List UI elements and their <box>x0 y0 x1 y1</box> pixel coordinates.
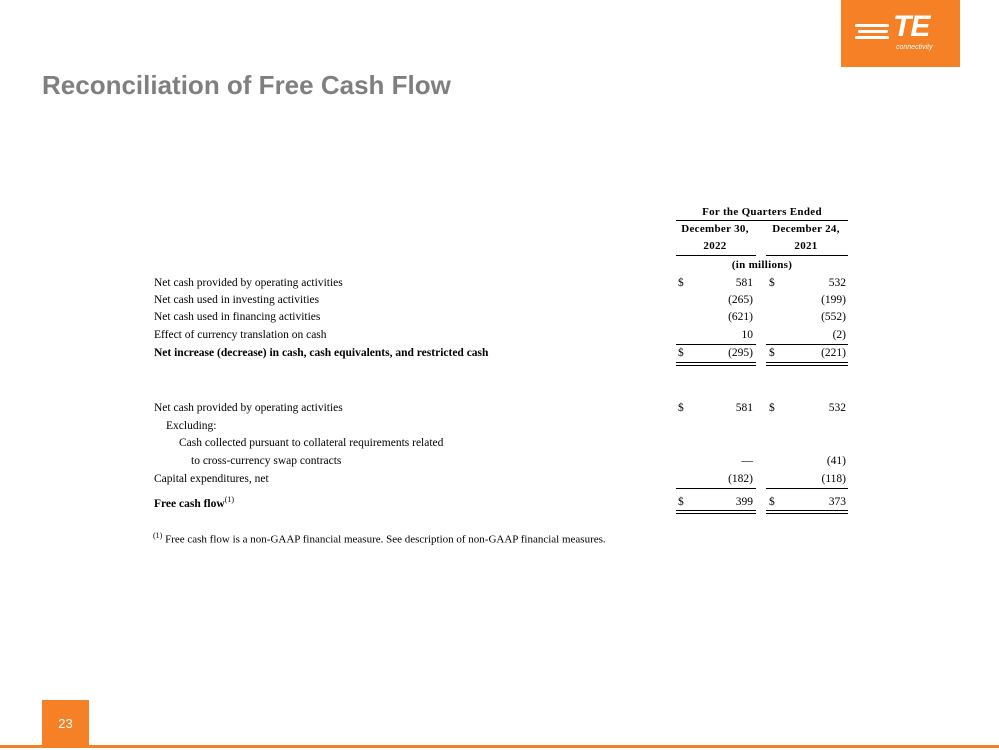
units-label: (in millions) <box>731 259 793 271</box>
currency-symbol: $ <box>769 277 775 289</box>
table-row: Effect of currency translation on cash <box>154 329 327 341</box>
col1-header-line1: December 30, <box>681 223 749 235</box>
value-2021: 532 <box>828 402 846 414</box>
footnote-ref: (1) <box>224 495 235 504</box>
value-2021: (2) <box>832 329 846 341</box>
value-2021: (221) <box>821 347 846 359</box>
col2-header-line2: 2021 <box>794 240 818 252</box>
period-header: For the Quarters Ended <box>702 206 822 218</box>
currency-symbol: $ <box>769 347 775 359</box>
value-2022: (182) <box>728 473 753 485</box>
value-2022: 581 <box>735 402 753 414</box>
currency-symbol: $ <box>678 347 684 359</box>
value-2022: (621) <box>728 311 753 323</box>
value-2021: 373 <box>828 496 846 508</box>
table-row: Capital expenditures, net <box>154 473 269 485</box>
table-row: Net cash provided by operating activities <box>154 277 343 289</box>
value-2022: 581 <box>735 277 753 289</box>
value-2021: (552) <box>821 311 846 323</box>
table-row: Net cash provided by operating activities <box>154 402 343 414</box>
value-2022: (295) <box>728 347 753 359</box>
currency-symbol: $ <box>678 402 684 414</box>
currency-symbol: $ <box>678 277 684 289</box>
col2-header-line1: December 24, <box>772 223 840 235</box>
table-row: Net cash used in investing activities <box>154 294 320 306</box>
value-2022: 10 <box>741 329 753 341</box>
page-number: 23 <box>42 700 89 747</box>
table-row-total: Net increase (decrease) in cash, cash equivalents, and restricted cash <box>154 347 489 359</box>
footnote <box>153 531 606 546</box>
value-2021: 532 <box>828 277 846 289</box>
logo-text: TE <box>893 10 930 43</box>
table-row-free-cash-flow: Free cash flow$^{(1)}$ <box>154 495 235 510</box>
value-2022: 399 <box>735 496 753 508</box>
value-2021: (199) <box>821 294 846 306</box>
table-row: Excluding: <box>166 420 217 432</box>
value-2021: (118) <box>821 473 846 485</box>
currency-symbol: $ <box>769 402 775 414</box>
currency-symbol: $ <box>678 496 684 508</box>
footnote-text: Free cash flow is a non-GAAP financial measure. See description of non-GAAP financial measures. <box>162 533 606 546</box>
footnote-mark: (1) <box>153 531 163 540</box>
table-row: Net cash used in financing activities <box>154 311 321 323</box>
bottom-accent-bar <box>0 745 999 748</box>
logo-subtext: connectivity <box>896 44 933 51</box>
col1-header-line2: 2022 <box>703 240 727 252</box>
table-row: to cross-currency swap contracts <box>191 455 342 467</box>
currency-symbol: $ <box>769 496 775 508</box>
page-title: Reconciliation of Free Cash Flow <box>42 70 451 100</box>
value-2022: — <box>741 455 753 467</box>
table-row: Cash collected pursuant to collateral requirements related <box>179 437 444 449</box>
value-2022: (265) <box>728 294 753 306</box>
value-2021: (41) <box>826 455 846 467</box>
